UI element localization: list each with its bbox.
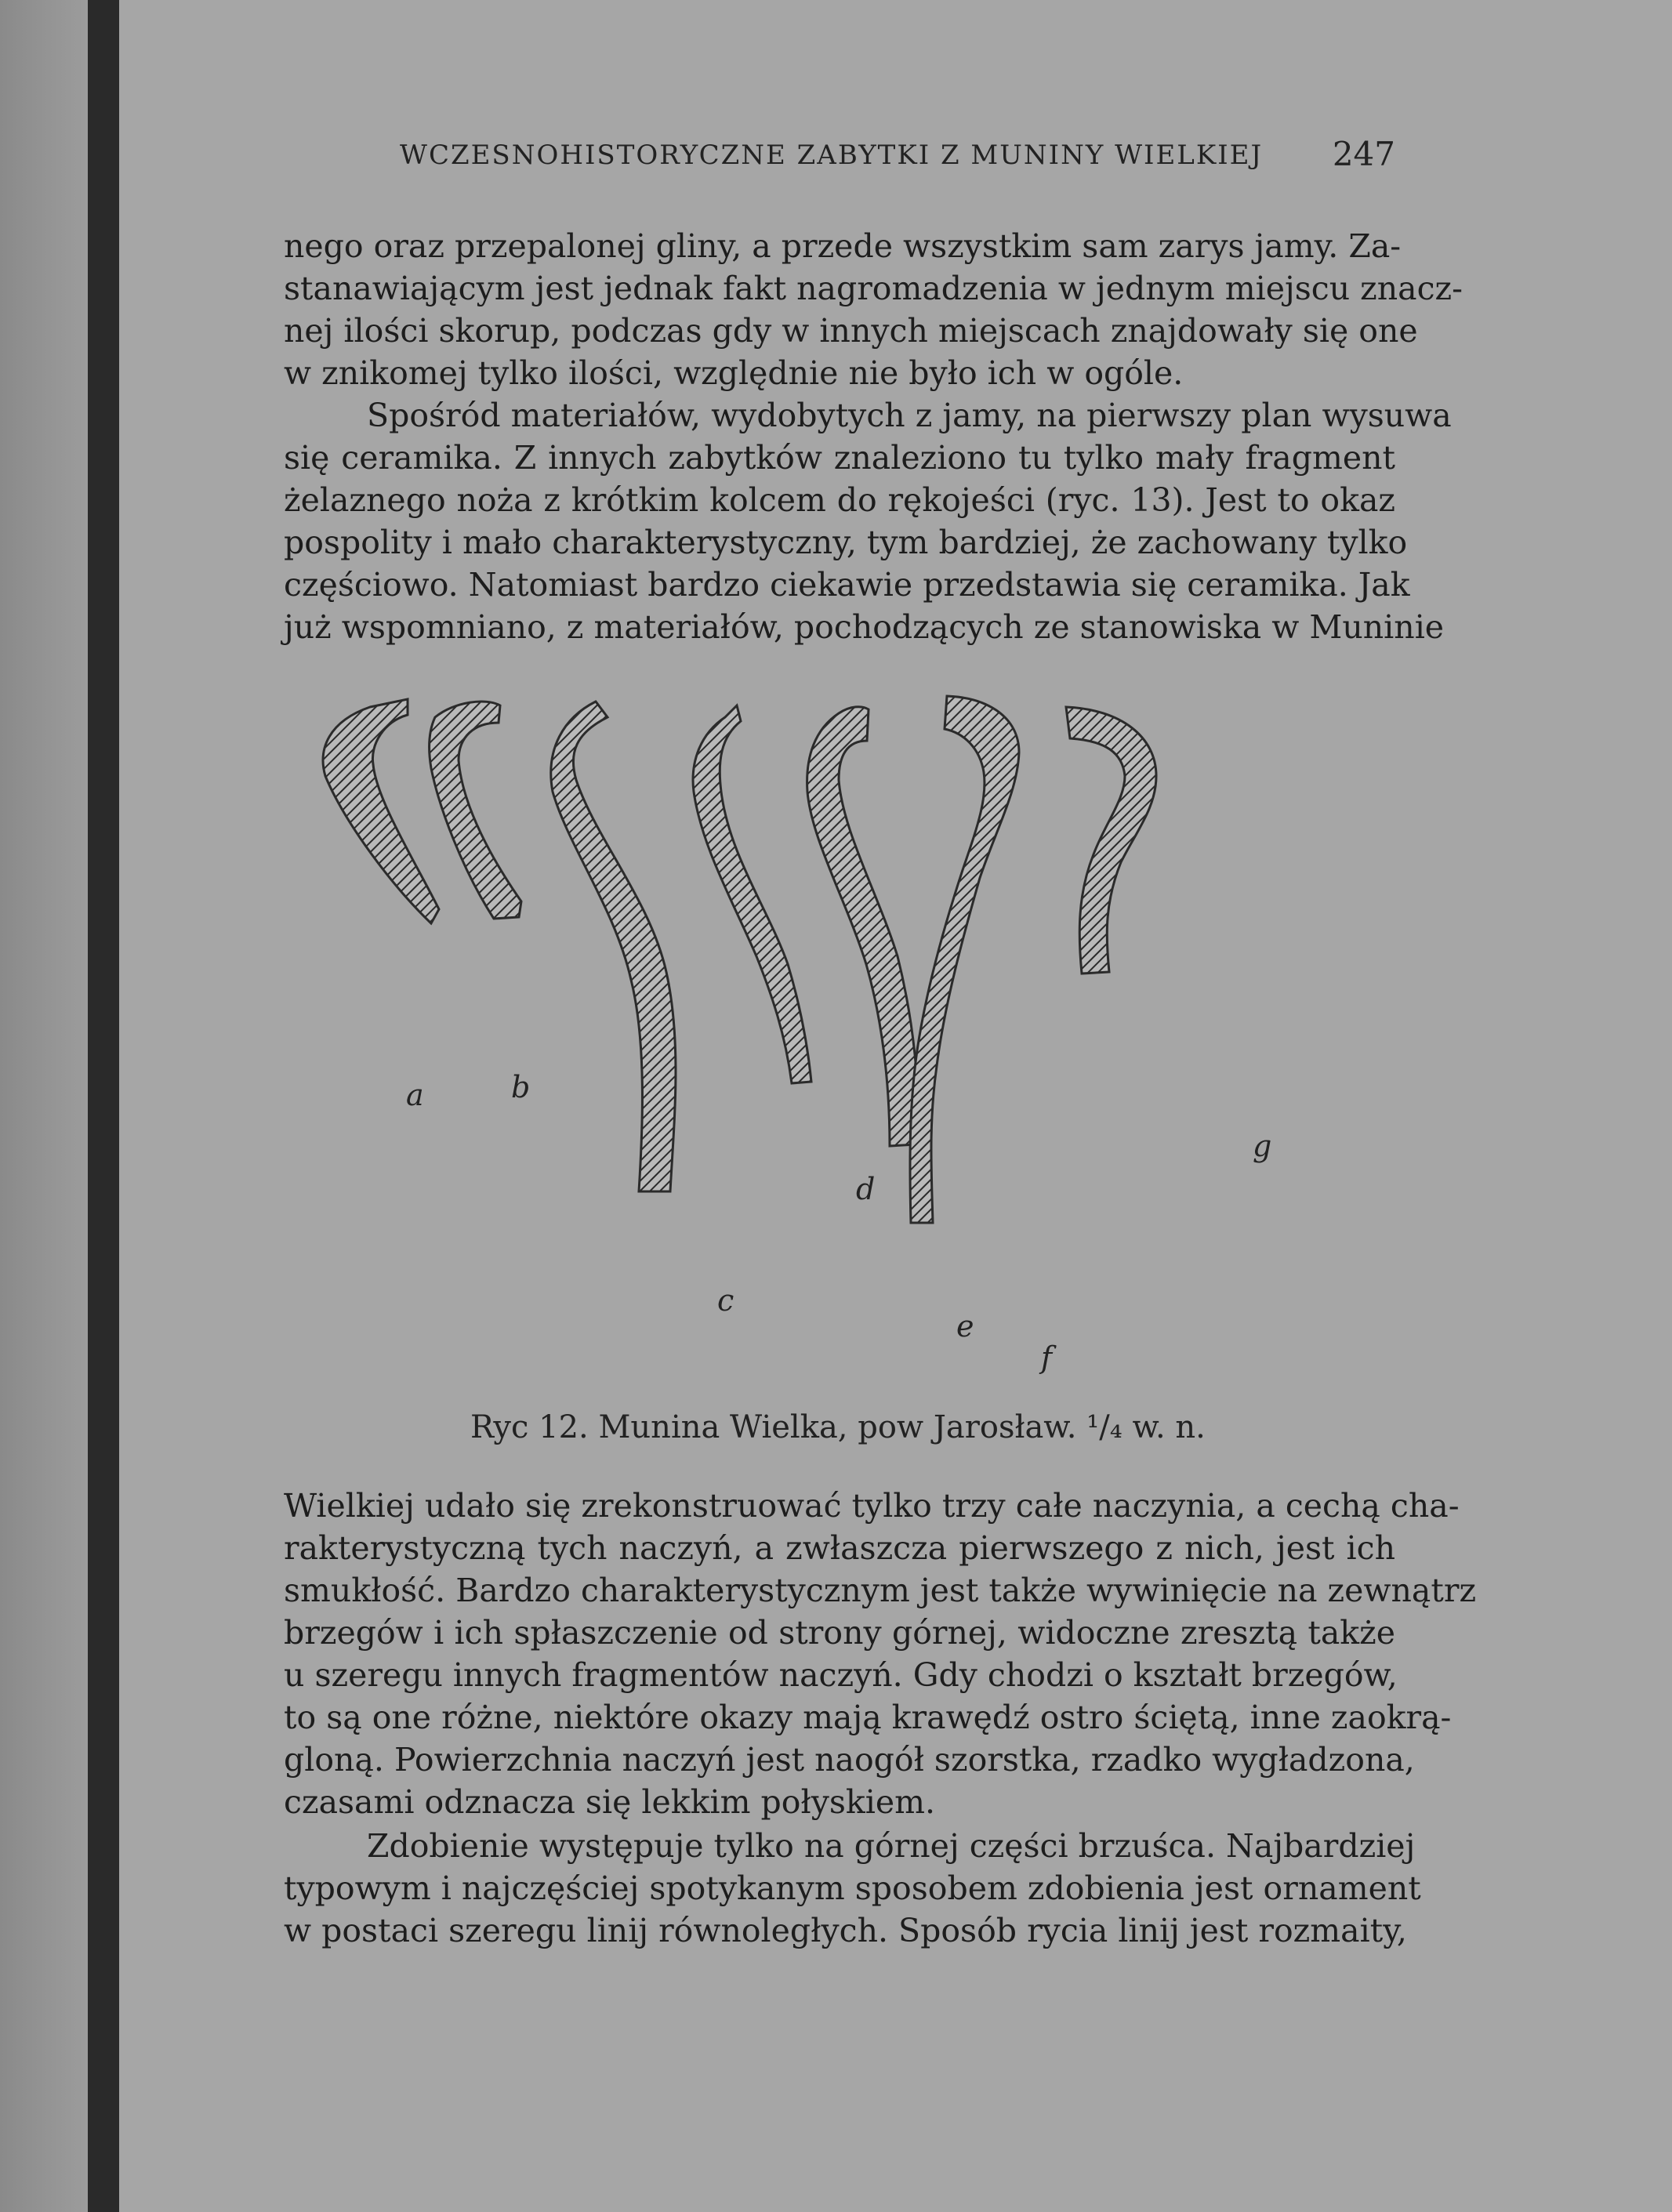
text-line: się ceramika. Z innych zabytków znaleziono tu tylko mały fragment [284, 439, 1395, 477]
text-line: czasami odznacza się lekkim połyskiem. [284, 1783, 936, 1821]
figure-caption: Ryc 12. Munina Wielka, pow Jarosław. ¹/₄ w. n. [470, 1409, 1206, 1445]
text-line: nego oraz przepalonej gliny, a przede wszystkim sam zarys jamy. Za- [284, 227, 1402, 265]
rim-profile-a [323, 699, 439, 923]
text-line: typowym i najczęściej spotykanym sposobem zdobienia jest ornament [284, 1869, 1421, 1907]
text-line: rakterystyczną tych naczyń, a zwłaszcza pierwszego z nich, jest ich [284, 1529, 1395, 1567]
figure-label-d: d [856, 1172, 876, 1206]
paragraph-3 [284, 1485, 1477, 1823]
figure-label-b: b [511, 1070, 531, 1104]
paragraph-4 [284, 1825, 1421, 1952]
figure-label-f: f [1041, 1340, 1053, 1375]
running-header [400, 135, 1395, 173]
paragraph-2 [284, 394, 1452, 648]
rim-profile-e [807, 707, 919, 1146]
figure-label-g: g [1253, 1129, 1272, 1163]
text-line: to są one różne, niektóre okazy mają krawędź ostro ściętą, inne zaokrą- [284, 1699, 1452, 1736]
text-line: Wielkiej udało się zrekonstruować tylko trzy całe naczynia, a cechą cha- [284, 1487, 1460, 1525]
text-line: smukłość. Bardzo charakterystycznym jest także wywinięcie na zewnątrz [284, 1572, 1477, 1609]
page-number: 247 [1332, 135, 1395, 173]
running-title: WCZESNOHISTORYCZNE ZABYTKI Z MUNINY WIELKIEJ [400, 140, 1264, 171]
text-line: już wspomniano, z materiałów, pochodzących ze stanowiska w Muninie [284, 608, 1445, 646]
figure-label-e: e [956, 1309, 974, 1344]
rim-profile-g [1066, 707, 1156, 974]
figure-label-a: a [406, 1078, 424, 1112]
rim-profile-b [430, 702, 521, 919]
text-line: Spośród materiałów, wydobytych z jamy, na pierwszy plan wysuwa [367, 397, 1452, 434]
text-line: żelaznego noża z krótkim kolcem do rękojeści (ryc. 13). Jest to okaz [284, 481, 1395, 519]
text-line: nej ilości skorup, podczas gdy w innych miejscach znajdowały się one [284, 312, 1418, 350]
binding-edge [0, 0, 88, 2212]
text-line: Zdobienie występuje tylko na górnej części brzuśca. Najbardziej [367, 1827, 1416, 1865]
rim-profile-d [693, 705, 811, 1083]
text-line: gloną. Powierzchnia naczyń jest naogół szorstka, rzadko wygładzona, [284, 1741, 1415, 1779]
text-line: pospolity i mało charakterystyczny, tym bardziej, że zachowany tylko [284, 524, 1408, 561]
binding-shadow [88, 0, 119, 2212]
rim-profile-c [551, 702, 676, 1191]
text-line: w postaci szeregu linij równoległych. Sposób rycia linij jest rozmaity, [284, 1912, 1407, 1949]
figure-label-c: c [717, 1283, 734, 1318]
text-line: w znikomej tylko ilości, względnie nie było ich w ogóle. [284, 354, 1184, 392]
text-line: częściowo. Natomiast bardzo ciekawie przedstawia się ceramika. Jak [284, 566, 1410, 604]
paragraph-1 [284, 225, 1463, 394]
rim-profile-f [910, 696, 1019, 1223]
text-line: stanawiającym jest jednak fakt nagromadzenia w jednym miejscu znacz- [284, 270, 1463, 307]
figure-pottery-rim-profiles [298, 674, 1395, 1403]
text-line: brzegów i ich spłaszczenie od strony górnej, widoczne zresztą także [284, 1614, 1395, 1652]
text-line: u szeregu innych fragmentów naczyń. Gdy chodzi o kształt brzegów, [284, 1656, 1398, 1694]
